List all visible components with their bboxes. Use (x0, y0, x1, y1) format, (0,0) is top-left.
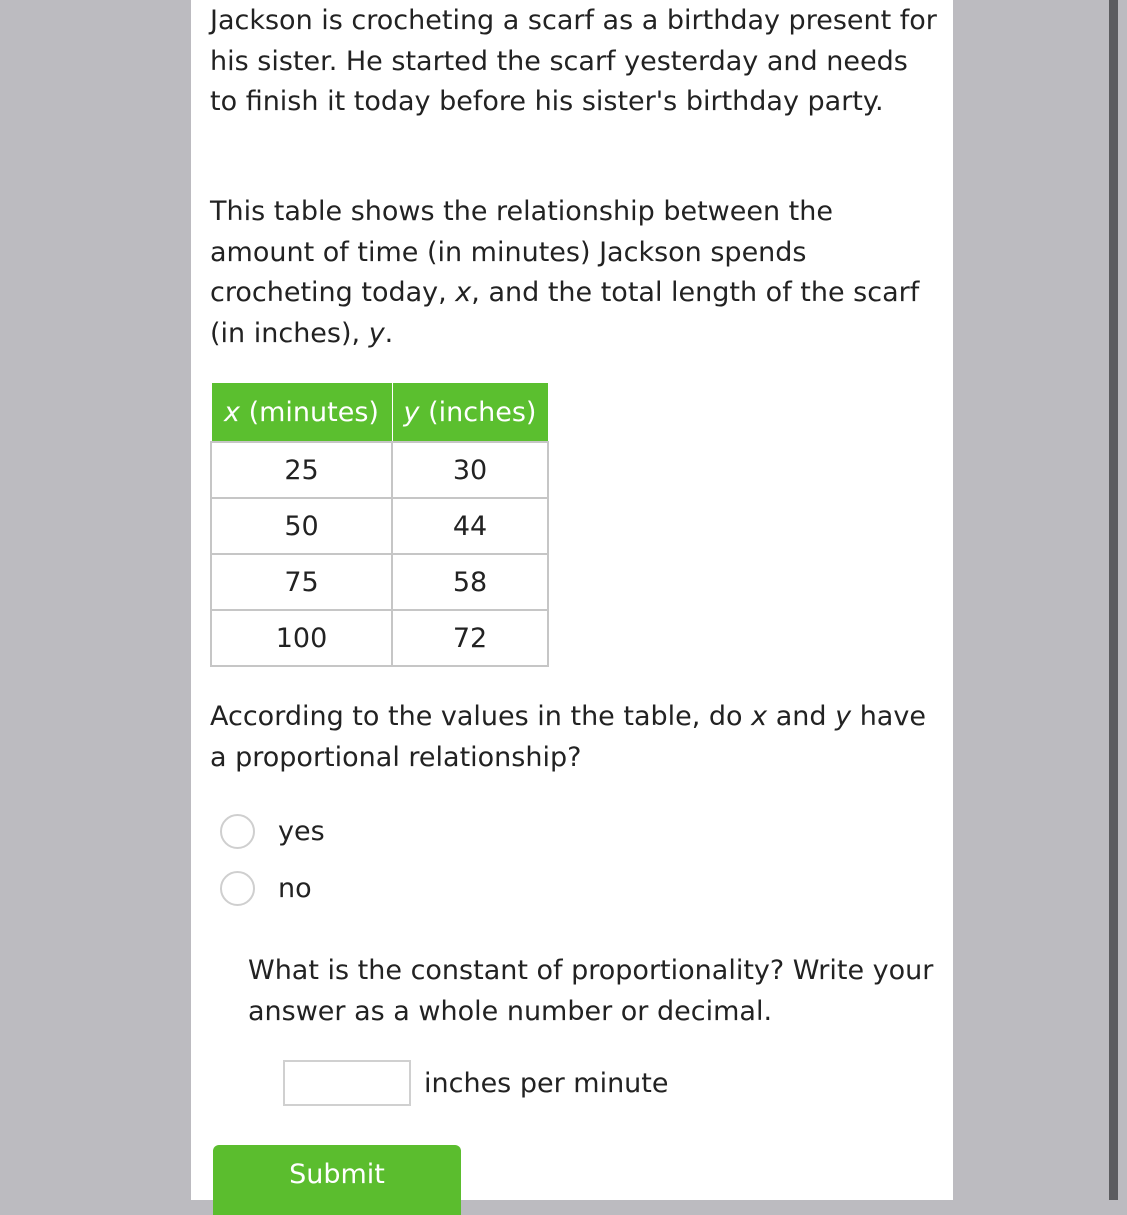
proportional-question (210, 697, 940, 778)
choice-no[interactable] (220, 868, 312, 908)
question-panel (191, 0, 953, 1200)
question-text-3: have a proportional relationship? (210, 701, 926, 773)
table-cell: 100 (211, 610, 392, 666)
table-row (211, 498, 548, 554)
radio-no[interactable] (220, 871, 255, 906)
description-text-3: . (384, 317, 394, 349)
column-header-y (392, 383, 548, 443)
answer-unit-label: inches per minute (424, 1068, 669, 1099)
table-cell: 50 (211, 498, 392, 554)
table-cell: 75 (211, 554, 392, 610)
table-cell: 25 (211, 442, 392, 498)
submit-button-label: Submit (289, 1159, 385, 1190)
table-row (211, 554, 548, 610)
column-header-y-unit: (inches) (419, 396, 537, 428)
table-row (211, 610, 548, 666)
description-text-1: This table shows the relationship between the amount of time (in minutes) Jackson spends crocheting today, (210, 196, 833, 308)
column-header-y-var: y (403, 396, 420, 428)
x-variable: x (751, 701, 768, 732)
table-cell: 72 (392, 610, 548, 666)
question-text-2: and (767, 701, 836, 732)
submit-button[interactable] (213, 1145, 461, 1215)
choice-yes[interactable] (220, 811, 325, 851)
table-cell: 58 (392, 554, 548, 610)
problem-intro: Jackson is crocheting a scarf as a birthday present for his sister. He started the scarf yesterday and needs to finish it today before his sister's birthday party. (210, 5, 937, 117)
question-text-1: According to the values in the table, do (210, 701, 752, 732)
column-header-x-var: x (224, 396, 241, 428)
x-variable: x (455, 277, 472, 308)
table-cell: 30 (392, 442, 548, 498)
problem-description (210, 192, 940, 354)
description-text-2: , and the total length of the scarf (in inches), (210, 277, 920, 349)
table-row (211, 442, 548, 498)
constant-question: What is the constant of proportionality? Write your answer as a whole number or decimal. (248, 955, 934, 1027)
column-header-x (211, 383, 392, 443)
data-table (210, 382, 549, 667)
table-header-row (211, 383, 548, 443)
answer-input[interactable] (283, 1060, 411, 1106)
choice-yes-label: yes (278, 815, 325, 847)
y-variable: y (835, 701, 852, 732)
y-variable: y (368, 317, 385, 349)
column-header-x-unit: (minutes) (240, 396, 379, 428)
radio-yes[interactable] (220, 814, 255, 849)
table-cell: 44 (392, 498, 548, 554)
choice-no-label: no (278, 872, 312, 904)
window-edge (1109, 0, 1118, 1200)
